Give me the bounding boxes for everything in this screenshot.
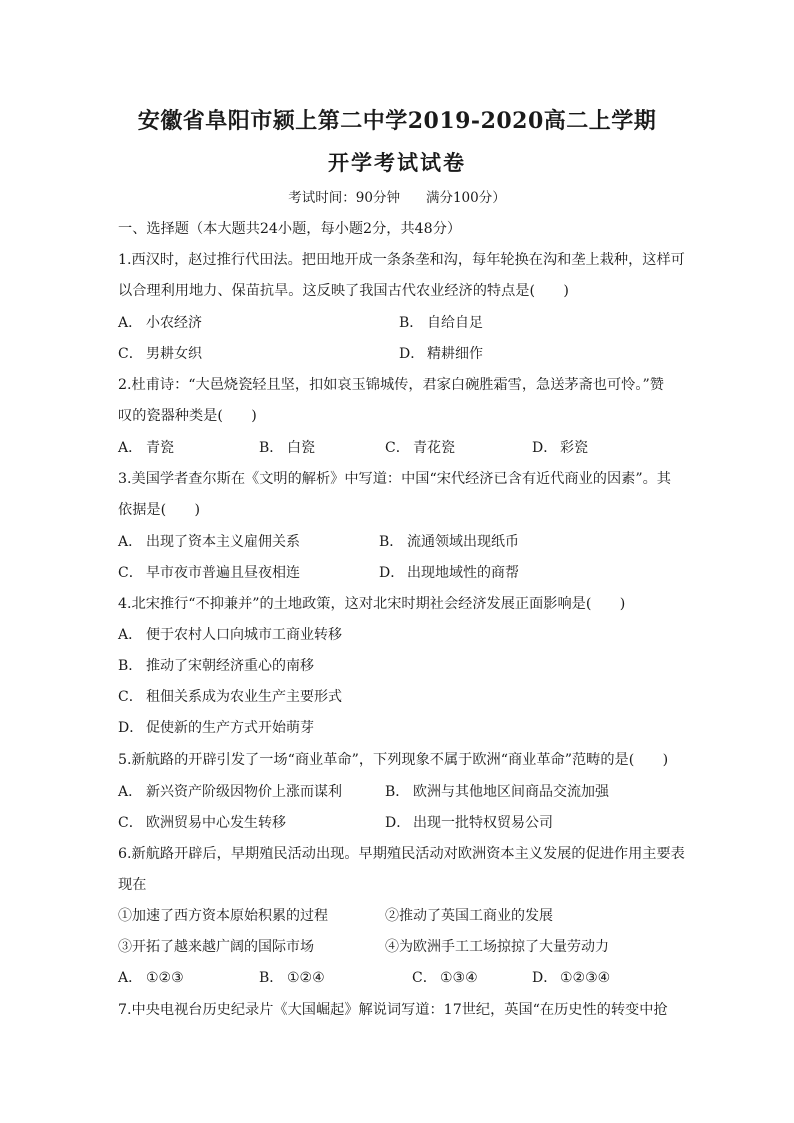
option-4d: D． 促使新的生产方式开始萌芽 <box>118 720 314 736</box>
question-6-text: 6.新航路开辟后，早期殖民活动出现。早期殖民活动对欧洲资本主义发展的促进作用主要表 <box>118 846 685 862</box>
statement-4: ④为欧洲手工工场掠掠了大量劳动力 <box>385 939 609 955</box>
option-2c: C． 青花瓷 <box>385 440 455 456</box>
statement-3: ③开拓了越来越广阔的国际市场 <box>118 939 314 955</box>
option-3b: B． 流通领域出现纸币 <box>379 534 519 550</box>
option-2d: D． 彩瓷 <box>532 440 588 456</box>
option-1d: D． 精耕细作 <box>399 346 483 362</box>
question-5-text: 5.新航路的开辟引发了一场“商业革命”，下列现象不属于欧洲“商业革命”范畴的是( ) <box>118 752 669 768</box>
option-4b: B． 推动了宋朝经济重心的南移 <box>118 658 314 674</box>
option-5c: C． 欧洲贸易中心发生转移 <box>118 815 286 831</box>
statement-2: ②推动了英国工商业的发展 <box>385 908 553 924</box>
option-5a: A． 新兴资产阶级因物价上涨而谋利 <box>118 784 342 800</box>
section-heading: 一、选择题（本大题共24小题，每小题2分，共48分） <box>118 221 462 237</box>
question-6-text: 现在 <box>118 877 147 893</box>
option-1c: C． 男耕女织 <box>118 346 202 362</box>
statement-1: ①加速了西方资本原始积累的过程 <box>118 908 328 924</box>
option-2a: A． 青瓷 <box>118 440 174 456</box>
option-3c: C． 早市夜市普遍且昼夜相连 <box>118 565 300 581</box>
option-1b: B． 自给自足 <box>399 315 483 331</box>
option-6d: D． ①②③④ <box>532 970 611 986</box>
option-5b: B． 欧洲与其他地区间商品交流加强 <box>385 784 609 800</box>
exam-meta <box>0 186 794 206</box>
option-3d: D． 出现地域性的商帮 <box>379 565 519 581</box>
question-7-text: 7.中央电视台历史纪录片《大国崛起》解说词写道：17世纪，英国“在历史性的转变中抢 <box>118 1002 668 1018</box>
question-4-text: 4.北宋推行“不抑兼并”的土地政策，这对北宋时期社会经济发展正面影响是( ) <box>118 596 626 612</box>
option-4c: C． 租佃关系成为农业生产主要形式 <box>118 689 342 705</box>
option-3a: A． 出现了资本主义雇佣关系 <box>118 534 300 550</box>
question-2-text: 叹的瓷器种类是( ) <box>118 408 257 424</box>
question-1-text: 1.西汉时，赵过推行代田法。把田地开成一条条垄和沟，每年轮换在沟和垄上栽种，这样可 <box>118 252 685 268</box>
question-3-text: 3.美国学者查尔斯在《文明的解析》中写道：中国“宋代经济已含有近代商业的因素”。其 <box>118 471 671 487</box>
question-3-text: 依据是( ) <box>118 502 201 518</box>
question-1-text: 以合理利用地力、保苗抗旱。这反映了我国古代农业经济的特点是( ) <box>118 283 569 299</box>
page-title: 安徽省阜阳市颍上第二中学2019-2020高二上学期 <box>137 108 657 134</box>
option-6b: B． ①②④ <box>259 970 325 986</box>
option-2b: B． 白瓷 <box>259 440 315 456</box>
option-4a: A． 便于农村人口向城市工商业转移 <box>118 627 342 643</box>
exam-time: 考试时间：90分钟 <box>288 190 400 206</box>
option-1a: A． 小农经济 <box>118 315 202 331</box>
option-6c: C． ①③④ <box>412 970 478 986</box>
option-6a: A． ①②③ <box>118 970 184 986</box>
question-2-text: 2.杜甫诗：“大邑烧瓷轻且坚，扣如哀玉锦城传，君家白碗胜霜雪，急送茅斋也可怜。”赞 <box>118 377 664 393</box>
option-5d: D． 出现一批特权贸易公司 <box>385 815 553 831</box>
page-subtitle: 开学考试试卷 <box>328 150 466 175</box>
full-score: 满分100分） <box>425 190 506 206</box>
